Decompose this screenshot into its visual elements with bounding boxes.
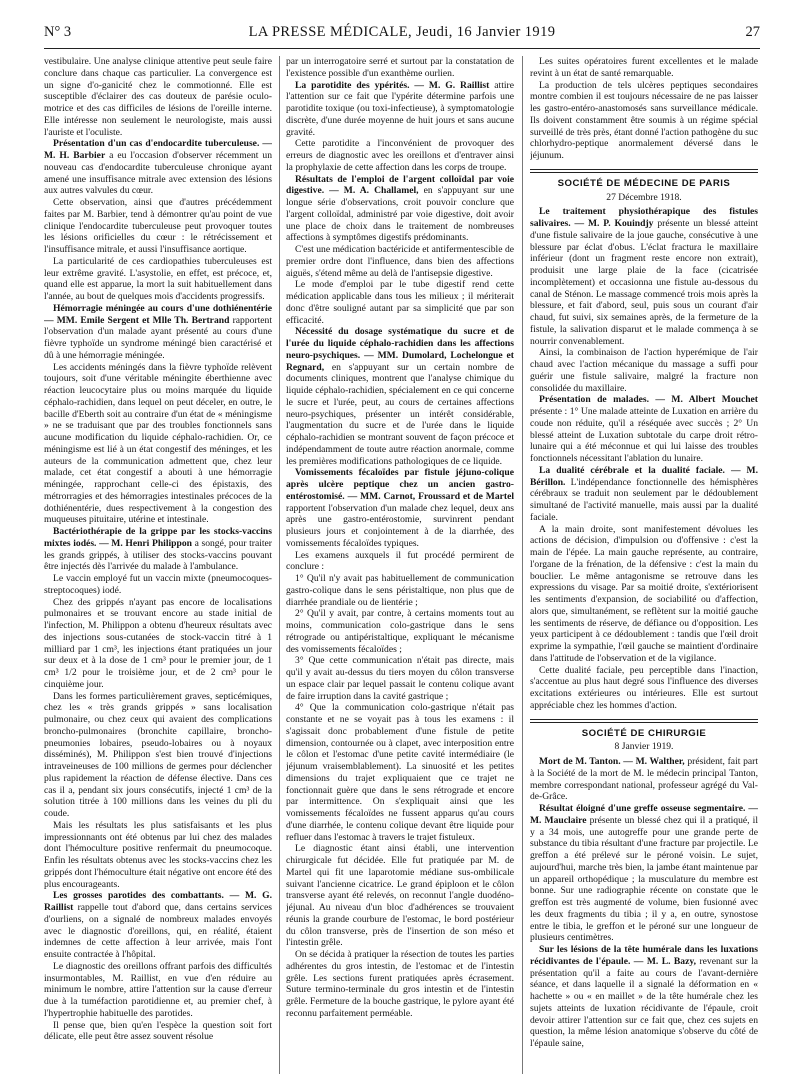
paragraph-text: La particularité de ces cardiopathies tuberculeuses est leur extrême gravité. L'asystolie, en effet, est précoce, et, quand elle est apparue, la mort la suit habituellement dans l'année, au bout de quelques mois d'accidents progressifs. [44,255,272,302]
paragraph [530,465,758,524]
paragraph-text: Le vaccin employé fut un vaccin mixte (pneumocoques-streptocoques) iodé. [44,573,272,596]
paragraph [286,138,514,173]
paragraph-text: rapportent l'observation d'un malade ayant présenté au cours d'une fièvre typhoïde un syndrome méningé bien caractérisé et dû à une hémorragie méningée. [44,314,272,361]
paragraph [44,526,272,573]
section-rule [530,719,758,723]
paragraph-text: président, fait part à la Société de la mort de M. le médecin principal Tanton, membre correspondant national, professeur agrégé du Val-de-Grâce. [530,756,758,803]
paragraph [530,944,758,1050]
paragraph-text: attire l'attention sur ce fait que l'ypérite détermine parfois une parotidite toxique (ou toxi-infectieuse), à symptomatologie discrète, d'une durée moyenne de huit jours et sans aucune gravité. [286,79,514,138]
paragraph [44,256,272,303]
paragraph [530,756,758,803]
paragraph [44,961,272,1020]
paragraph [44,56,272,138]
paragraph-heading: Hémorragie méningée au cours d'une dothiénentérie — MM. Emile Sergent et Mlle Th. Bertrand [44,302,272,326]
paragraph [286,608,514,655]
paragraph-text: Mais les résultats les plus satisfaisants et les plus impressionnants ont été obtenus par lui chez des malades dont l'hémoculture positive renfermait du pneumocoque. Enfin les résultats obtenus avec les stocks-vaccins chez les grippés dont l'hémoculture était négative ont encore été des plus encourageants. [44,819,272,890]
paragraph-text: Cette dualité faciale, peu perceptible dans l'inaction, s'accentue au plus haut degré sous l'influence des diverses excitations extérieures ou intérieures. Elle est surtout appréciable chez les hommes d'action. [530,664,758,711]
paragraph [530,347,758,394]
paragraph-heading: Les grosses parotides des combattants. — M. G. Raillist [44,890,272,913]
section-title: SOCIÉTÉ DE MÉDECINE DE PARIS [557,177,731,189]
paragraph-text: Les examens auxquels il fut procédé permirent de conclure : [286,549,514,573]
paragraph-text: Cette observation, ainsi que d'autres précédemment faites par M. Barbier, tend à démontrer qu'au point de vue clinique l'endocardite tuberculeuse peut provoquer toutes les lésions orificielles du cœur : le rétrécissement et l'insuffisance mitrale, et aussi l'insuffisance aortique. [44,197,272,255]
paragraph-text: Le mode d'emploi par le tube digestif rend cette médication applicable dans tous les milieux ; il mériterait donc d'être souligné autant par sa simplicité que par son efficacité. [286,279,514,326]
paragraph-text: présente : 1° Une malade atteinte de Luxation en arrière du coude non réduite, qu'il a réséquée avec succès ; 2° Un blessé atteint de Luxation subtotale du carpe droit rétro-lunaire qui a été méconnue et qui lui laisse des troubles fonctionnels nécessitant l'ablation du lunaire. [530,406,758,464]
paragraph [44,820,272,891]
paragraph [44,573,272,597]
paragraph [286,467,514,549]
section-date: 27 Décembre 1918. [606,191,682,203]
paragraph-heading: Sur les lésions de la tête humérale dans les luxations récidivantes de l'épaule. — M. L. Bazy, [530,944,758,967]
paragraph [44,691,272,820]
paragraph-text: C'est une médication bactéricide et antifermentescible de premier ordre dont l'influence, dans bien des affections aiguës, s'étend même au delà de l'antisepsie digestive. [286,244,514,279]
paragraph-text: revenant sur la présentation qu'il a faite au cours de l'avant-dernière séance, et dans laquelle il a signalé la déformation en « hachette » ou « en maillet » de la tête humérale chez les sujets atteints de luxation récidivante de l'épaule, croit devoir attirer l'attention sur ce fait que, chez ces sujets en question, la même lésion anatomique s'observe du côté de l'épaule saine, [530,955,758,1049]
paragraph-text: rappelle tout d'abord que, dans certains services d'ourliens, on a signalé de nombreux malades envoyés avec le diagnostic d'oreillons, qui, en réalité, étaient indemnes de cette affection à leur arrivée, mais l'ont ensuite contractée à l'hôpital. [44,902,272,960]
paragraph [530,80,758,162]
paragraph-text: Dans les formes particulièrement graves, septicémiques, chez les « très grands grippés » sans localisation pulmonaire, ou chez ceux qui avaient des complications broncho-pulmonaires (bronchite capillaire, broncho-pneumonies lobaires, pseudo-lobaires ou à noyaux disséminés), M. Philippon s'est bien trouvé d'injections intraveineuses de 100 millions de germes pour déclencher plus rapidement la réaction de défense élective. Dans ces cas il a, pendant six jours consécutifs, injecté 1 cm³ de la solution titrée à 100 millions dans les veines du pli du coude. [44,690,272,819]
paragraph-heading: Vomissements fécaloïdes par fistule jéjuno-colique après ulcère peptique chez un ancien gastro-entérostomisé. — MM. Carnot, Froussard et de Martel [286,467,514,502]
paragraph [44,890,272,961]
paragraph [530,665,758,712]
paragraph-heading: Bactériothérapie de la grippe par les stocks-vaccins mixtes iodés. — M. Henri Philippon [44,526,272,549]
section-title: SOCIÉTÉ DE CHIRURGIE [581,727,707,739]
paragraph-text: Il pense que, bien qu'en l'espèce la question soit fort délicate, elle peut être assez souvent résolue [44,1019,272,1043]
paragraph-text: 2° Qu'il y avait, par contre, à certains moments tout au moins, communication colo-gastrique dans le sens rétrograde ou antipéristaltique, expliquant le mécanisme des vomissements fécaloïdes ; [286,608,514,655]
paragraph-text: L'indépendance fonctionnelle des hémisphères cérébraux se traduit non seulement par le dédoublement simultané de l'activité manuelle, mais aussi par la dualité faciale. [530,476,758,523]
paragraph-text: vestibulaire. Une analyse clinique attentive peut seule faire conclure dans chaque cas particulier. La convergence est un signe d'o-ganicité chez le commotionné. Elle est susceptible d'éclairer des cas douteux de parésie oculo-motrice et des cas difficiles de lésions de l'oreille interne. Elle intéresse non seulement le neurologiste, mais aussi l'auriste et l'oculiste. [44,56,272,138]
paragraph-text: en s'appuyant sur une longue série d'observations, croit pouvoir conclure que l'argent colloïdal, administré par voie digestive, doit avoir une place de choix dans le traitement de nombreuses affections à symptômes digestifs prédominants. [286,185,514,244]
paragraph [286,56,514,80]
paragraph-text: Le diagnostic des oreillons offrant parfois des difficultés insurmontables, M. Raillist, en vue d'en réduire au minimum le nombre, attire l'attention sur la cause d'erreur due à la tuméfaction parotidienne et, au premier chef, à l'hypertrophie habituelle des parotides. [44,960,272,1019]
paragraph [286,279,514,326]
paragraph-text: Cette parotidite a l'inconvénient de provoquer des erreurs de diagnostic avec les oreillons et d'entraver ainsi la prophylaxie de cette affection dans les corps de troupe. [286,138,514,173]
paragraph-heading: Présentation de malades. — M. Albert Mouchet [539,394,758,406]
paragraph-heading: Nécessité du dosage systématique du sucre et de l'urée du liquide céphalo-rachidien dans les affections neuro-psychiques. — MM. Dumolard, Lochelongue et Regnard, [286,326,514,373]
paragraph [286,326,514,467]
paragraph [44,197,272,256]
column-3 [530,56,758,1074]
page-number: 27 [745,24,760,40]
paragraph-heading: Résultat éloigné d'une greffe osseuse segmentaire. — M. Mauclaire [530,803,758,826]
paragraph-heading: La parotidite des ypérités. — M. G. Raillist [295,79,490,91]
paragraph-text: 4° Que la communication colo-gastrique n'était pas constante et ne se voyait pas à tous les examens : il s'agissait donc probablement d'une fistule de petite dimension, contournée ou à clapet, avec interposition entre le côlon et l'estomac d'une petite cavité intermédiaire (le jéjunum vraisemblablement). La sinuosité et les petites dimensions du trajet expliquaient que ce trajet ne fonctionnait guère que dans le sens rétrograde et encore par intermittence. On s'expliquait ainsi que les vomissements fécaloïdes ne fussent apparus qu'au cours d'une diarrhée, le contenu colique devant être liquide pour refluer dans l'estomac à travers le trajet fistuleux. [286,702,514,843]
paragraph [286,174,514,245]
paragraph [44,362,272,527]
paragraph-text: en s'appuyant sur un certain nombre de documents cliniques, montrent que l'analyse chimique du liquide céphalo-rachidien, spécialement en ce qui concerne le sucre et l'urée, peut, au cours de certaines affections neuro-psychiques, présenter un intérêt considérable, l'augmentation du sucre et de l'urée dans le liquide céphalo-rachidien se montrant souvent de façon précoce et indépendamment de toute autre réaction anormale, comme les premières modifications pathologiques de ce liquide. [286,361,514,467]
paragraph [286,573,514,608]
paragraph-text: 3° Que cette communication n'était pas directe, mais qu'il y avait au-dessus du tiers moyen du côlon transverse un espace clair par lequel passait le contenu colique avant de faire irruption dans la cavité gastrique ; [286,655,514,702]
paragraph-text: La production de tels ulcères peptiques secondaires montre combien il est toujours nécessaire de ne pas laisser les gastro-entéro-anastomosés sans surveillance médicale. Ils doivent constamment être soumis à un régime spécial surveillé de très près, étant donné l'action pathogène du suc chlorhydro-peptique anormalement déversé dans le jéjunum. [530,79,758,161]
paragraph [44,138,272,197]
paragraph-text: Le diagnostic étant ainsi établi, une intervention chirurgicale fut décidée. Elle fut pratiquée par M. de Martel qui fit une laparotomie médiane sus-ombilicale suivant l'ancienne cicatrice. Le grand épiploon et le côlon transverse ayant été relevés, on reconnut l'angle duodéno-jéjunal. Au niveau d'un bloc d'adhérences se trouvaient réunis la grande courbure de l'estomac, le bord postérieur du côlon transverse, près de l'insertion de son méso et l'intestin grêle. [286,843,514,949]
issue-number: N° 3 [44,24,72,40]
paragraph [286,655,514,702]
paragraph-text: a eu l'occasion d'observer récemment un nouveau cas d'endocardite tuberculeuse chronique ayant amené une insuffisance mitrale avec extension des lésions aux autres valvules du cœur. [44,150,272,197]
paragraph-heading: La dualité cérébrale et la dualité faciale. — M. Bérillon. [530,464,758,488]
paragraph-text: a songé, pour traiter les grands grippés, à utiliser des stocks-vaccins pouvant être injectés dès l'arrivée du malade à l'ambulance. [44,537,272,573]
paragraph [44,303,272,362]
paragraph [286,550,514,574]
paragraph-text: rapportent l'observation d'un malade chez lequel, deux ans après une gastro-entérostomie, survinrent pendant plusieurs jours et conjointement à de la diarrhée, des vomissements fécaloïdes typiques. [286,502,514,549]
paragraph [286,80,514,139]
paragraph-text: par un interrogatoire serré et surtout par la constatation de l'existence possible d'un exanthème ourlien. [286,56,514,79]
paragraph-text: Ainsi, la combinaison de l'action hyperémique de l'air chaud avec l'action mécanique du massage a suffi pour guérir une fistule salivaire, malgré la fracture non consolidée du maxillaire. [530,347,758,394]
paragraph-text: Les suites opératoires furent excellentes et le malade revint à un état de santé remarquable. [530,56,758,79]
paragraph [530,56,758,80]
column-1 [44,56,272,1074]
paragraph [530,524,758,665]
paragraph-text: Les accidents méningés dans la fièvre typhoïde relèvent toujours, soit d'une véritable méningite éberthienne avec réaction leucocytaire plus ou moins marquée du liquide céphalo-rachidien, dans lequel on peut déceler, en outre, le bacille d'Eberth soit au contraire d'un état de « méningisme » ne se traduisant que par des troubles fonctionnels sans aucune modification du liquide céphalo-rachidien. Or, ce méningisme est lié à un état congestif des méninges, et les auteurs de la communication admettent que, chez leur malade, cet état congestif a abouti à une hémorragie méningée, rapprochant celle-ci des épistaxis, des métrorragies et des hémorragies intestinales précoces de la dothiénentérie, dues respectivement à la congestion des muqueuses pituitaire, utérine et intestinale. [44,361,272,526]
section-date: 8 Janvier 1919. [614,741,674,753]
paragraph-heading: Résultats de l'emploi de l'argent colloïdal par voie digestive. — M. A. Challamel, [286,173,514,197]
paragraph [44,1020,272,1044]
paragraph [286,702,514,843]
column-divider [279,56,280,1074]
paragraph-text: On se décida à pratiquer la résection de toutes les parties adhérentes du gros intestin, de l'estomac et de l'intestin grêle. Les sections furent pratiquées après écrasement. Suture termino-terminale du gros intestin et de l'intestin grêle. Fermeture de la bouche gastrique, le pylore ayant été reconnu parfaitement perméable. [286,949,514,1019]
paragraph-heading: Mort de M. Tanton. — M. Walther, [539,756,685,767]
paragraph [44,597,272,691]
paragraph-text: présente un blessé chez qui il a pratiqué, il y a 34 mois, une autogreffe pour une grande perte de substance du tibia résultant d'une fracture par projectile. Le greffon a été prélevé sur le péroné voisin. Le sujet, aujourd'hui, marche très bien, la jambe étant maintenue par un appareil orthopédique ; la musculature du membre est bonne. Sur une radiographie récente on constate que le greffon est très augmenté de volume, bien fusionné avec les deux fragments du tibia ; il y a, en outre, synostose entre le tibia, le greffon et le péroné sur une longueur de plusieurs centimètres. [530,814,758,944]
paragraph-heading: Présentation d'un cas d'endocardite tuberculeuse. — M. H. Barbier [44,138,272,161]
paragraph-text: A la main droite, sont manifestement dévolues les actions de décision, d'impulsion ou d'offensive : c'est la main de l'épée. La main gauche représente, au contraire, l'organe de la frénation, de la défensive : c'est la main du bouclier. Le même antagonisme se retrouve dans les expressions du visage. Par sa moitié droite, s'extériorisent les sentiments d'expansion, de sociabilité ou d'affection, alors que, simultanément, se reflètent sur la moitié gauche les sentiments de réserve, de défiance ou d'opposition. Les yeux participent à ce dédoublement : tandis que l'œil droit exprime la sympathie, l'œil gauche se maintient d'ordinaire dans l'attitude de l'observation et de la vigilance. [530,523,758,664]
header-rule [44,48,760,49]
paragraph [530,803,758,944]
paragraph [530,206,758,347]
page-header [44,24,760,44]
paragraph [286,843,514,949]
paragraph-text: 1° Qu'il n'y avait pas habituellement de communication gastro-colique dans le sens péristaltique, non plus que de diarrhée prandiale ou de lientérie ; [286,573,514,608]
column-divider [522,56,523,1074]
paragraph [530,394,758,465]
column-2 [286,56,514,1074]
journal-title: LA PRESSE MÉDICALE, Jeudi, 16 Janvier 1919 [248,24,556,40]
paragraph-text: présente un blessé atteint d'une fistule salivaire de la joue gauche, consécutive à une blessure par éclat d'obus. L'éclat fractura le maxillaire inférieur (dont un fragment reste encore non extrait), produisit une large plaie de la face (cicatrisée incomplètement) et occasionna une fistule au-dessous du canal de Sténon. Le massage commencé trois mois après la blessure, et fait d'abord, seul, puis sous un courant d'air chaud, fut suivi, six semaines après, de la fermeture de la fistule, la salivation disparut et le malade commença à se nourrir convenablement. [530,218,758,347]
paragraph-text: Chez des grippés n'ayant pas encore de localisations pulmonaires et se trouvant encore au stade initial de l'infection, M. Philippon a obtenu d'heureux résultats avec des injections sous-cutanées de stock-vaccin titré à 1 milliard par 1 cm³, les injections étant pratiquées un jour sur deux et à la dose de 1 cm³ pour le premier jour, de 1 cm³ 1/2 pour le troisième jour, et de 2 cm³ pour le cinquième jour. [44,596,272,690]
paragraph-heading: Le traitement physiothérapique des fistules salivaires. — M. P. Kouindjy [530,206,758,229]
section-rule [530,169,758,173]
paragraph [286,244,514,279]
paragraph [286,949,514,1020]
